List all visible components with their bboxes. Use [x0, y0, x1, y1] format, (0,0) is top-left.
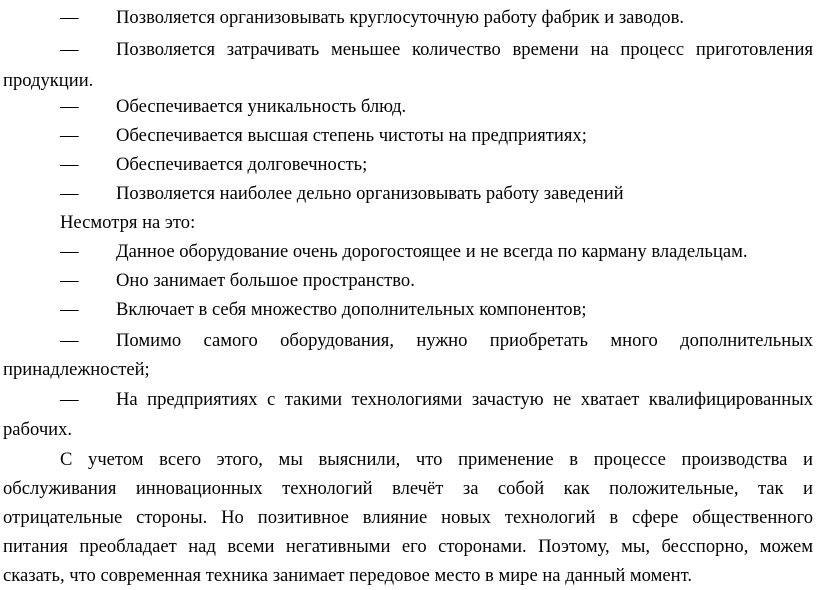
list-item-text: Обеспечивается уникальность блюд. [116, 96, 407, 117]
list-item-text: Данное оборудование очень дорогостоящее и не всегда по карману владельцам. [116, 241, 748, 262]
list-item-continuation: принадлежностей; [3, 359, 150, 380]
list-item-continuation: рабочих. [3, 419, 73, 440]
dash-marker: — [60, 96, 79, 117]
dash-marker: — [60, 183, 79, 204]
list-item-text: Помимо самого оборудования, нужно приобретать много дополнительных [116, 330, 813, 351]
list-item-continuation: продукции. [3, 70, 94, 91]
paragraph-line: сказать, что современная техника занимает передовое место в мире на данный момент. [3, 565, 692, 586]
list-item-text: Позволяется организовывать круглосуточную работу фабрик и заводов. [116, 7, 685, 28]
list-item-text: Обеспечивается долговечность; [116, 154, 368, 175]
paragraph-line: С учетом всего этого, мы выяснили, что применение в процессе производства и [60, 449, 813, 470]
list-item-text: На предприятиях с такими технологиями зачастую не хватает квалифицированных [116, 389, 813, 410]
paragraph-line: питания преобладает над всеми негативными его сторонами. Поэтому, мы, бесспорно, можем [3, 536, 813, 557]
list-item-text: Оно занимает большое пространство. [116, 270, 415, 291]
list-item-text: Позволяется затрачивать меньшее количество времени на процесс приготовления [116, 39, 813, 60]
paragraph-line: отрицательные стороны. Но позитивное влияние новых технологий в сфере общественного [3, 507, 813, 528]
dash-marker: — [60, 7, 79, 28]
dash-marker: — [60, 330, 79, 351]
dash-marker: — [60, 270, 79, 291]
list-item-text: Включает в себя множество дополнительных компонентов; [116, 299, 587, 320]
dash-marker: — [60, 299, 79, 320]
dash-marker: — [60, 154, 79, 175]
list-item-text: Обеспечивается высшая степень чистоты на предприятиях; [116, 125, 587, 146]
dash-marker: — [60, 39, 79, 60]
section-intro: Несмотря на это: [60, 212, 196, 233]
dash-marker: — [60, 389, 79, 410]
dash-marker: — [60, 241, 79, 262]
dash-marker: — [60, 125, 79, 146]
list-item-text: Позволяется наиболее дельно организовывать работу заведений [116, 183, 624, 204]
paragraph-line: обслуживания инновационных технологий влечёт за собой как положительные, так и [3, 478, 813, 499]
